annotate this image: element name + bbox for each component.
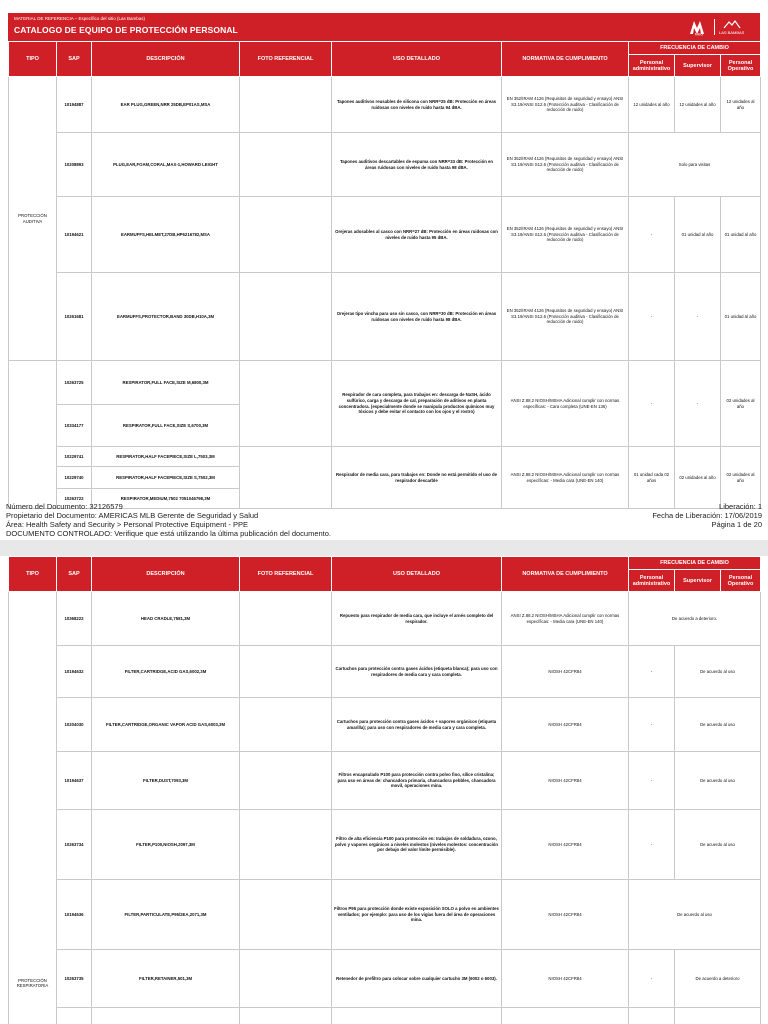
table-row bbox=[9, 592, 761, 646]
compliance-standard: ANSI Z.88.2 NIOSH/MSHA Adicional cumplir con normas específicas: - Media cara (UNE-EN 140) bbox=[502, 592, 629, 646]
item-description: RESPIRATOR,HALF FACEPIECE,SIZE S,7502,3M bbox=[92, 467, 240, 489]
sap-code: 10208893 bbox=[57, 133, 92, 197]
freq-admin: - bbox=[629, 361, 675, 447]
sap-code: 10263722 bbox=[57, 489, 92, 509]
las-bambas-logo bbox=[719, 19, 744, 35]
item-description: FILTER,DUST,7093,3M bbox=[92, 752, 240, 810]
freq-supervisor: 01 unidad al año bbox=[675, 197, 721, 273]
table-row bbox=[9, 197, 761, 273]
usage-detail: Cartuchos para protección contra gases ácidos + vapores orgánicos (etiqueta amarilla); para uso con respiradores de media cara y cara completa. bbox=[332, 698, 502, 752]
col-normativa: NORMATIVA DE CUMPLIMIENTO bbox=[502, 557, 629, 592]
item-description: FILTER,RETAINER,501,3M bbox=[92, 950, 240, 1008]
item-photo bbox=[240, 447, 332, 509]
col-personal-admin: Personal administrativo bbox=[629, 570, 675, 592]
sap-code: 10229741 bbox=[57, 447, 92, 467]
freq-admin: - bbox=[629, 810, 675, 880]
table-row bbox=[9, 698, 761, 752]
usage-detail: Tapones auditivos descartables de espuma con NRR=33 dB: Protección en áreas ruidosas con niveles de ruido hasta 98 dBA. bbox=[332, 133, 502, 197]
item-photo bbox=[240, 1008, 332, 1024]
freq-supervisor: 02 unidades al año bbox=[675, 447, 721, 509]
item-photo bbox=[240, 361, 332, 447]
item-photo bbox=[240, 810, 332, 880]
col-uso: USO DETALLADO bbox=[332, 557, 502, 592]
sap-code: 10194887 bbox=[57, 77, 92, 133]
usage-detail: Respirador de media cara, para trabajos en: Donde no está permitido el uso de respirador descarble bbox=[332, 447, 502, 509]
freq-operativo: 01 unidad al año bbox=[721, 273, 761, 361]
compliance-standard: NIOSH 42CFR84 bbox=[502, 880, 629, 950]
col-foto: FOTO REFERENCIAL bbox=[240, 557, 332, 592]
catalog-table-page-2 bbox=[8, 556, 761, 1024]
item-description bbox=[92, 1008, 240, 1024]
table-row bbox=[9, 361, 761, 405]
item-description: FILTER,CARTRIDGE,ORGANIC VAPOR ACID GAS,6003,3M bbox=[92, 698, 240, 752]
item-description: PLUG,EAR,FOAM,CORAL,MAX-1,HOWARD LEIGHT bbox=[92, 133, 240, 197]
item-description: HEAD CRADLE,7581,3M bbox=[92, 592, 240, 646]
freq-admin: 12 unidades al año bbox=[629, 77, 675, 133]
freq-sup-operativo: De acuerdo al uso bbox=[675, 698, 761, 752]
col-foto: FOTO REFERENCIAL bbox=[240, 42, 332, 77]
freq-sup-operativo bbox=[675, 1008, 761, 1024]
col-sap: SAP bbox=[57, 557, 92, 592]
compliance-standard bbox=[502, 1008, 629, 1024]
usage-detail: Filtros encapsulado P100 para protección contra polvo fino, sílice cristalina; para uso en áreas de: chancadora primaria, chancadora pebbles, chancadora movil, operaciones mina. bbox=[332, 752, 502, 810]
las-bambas-text: LAS BAMBAS bbox=[719, 30, 745, 35]
col-tipo: TIPO bbox=[9, 557, 57, 592]
compliance-standard: NIOSH 42CFR84 bbox=[502, 810, 629, 880]
document-footer bbox=[6, 502, 762, 538]
table-row bbox=[9, 646, 761, 698]
compliance-standard: EN 352/IRAM 4126 (Requisitos de seguridad y ensayo) ANSI S3.19/ANSI S12.6 (Protección auditiva - Clasificación de reducción de ruido) bbox=[502, 273, 629, 361]
freq-admin: - bbox=[629, 950, 675, 1008]
freq-operativo: 12 unidades al año bbox=[721, 77, 761, 133]
item-description: RESPIRATOR,HALF FACEPIECE,SIZE L,7503,3M bbox=[92, 447, 240, 467]
item-description: RESPIRATOR,FULL FACE,SIZE M,6800,3M bbox=[92, 361, 240, 405]
table-row bbox=[9, 447, 761, 467]
page-number: Página 1 de 20 bbox=[711, 520, 762, 529]
compliance-standard: ANSI Z.88.2 NIOSH/MSHA Adicional cumplir con normas específicas: - Media cara (UNE-EN 140) bbox=[502, 447, 629, 509]
doc-owner: Propietario del Documento: AMERICAS MLB Gerente de Seguridad y Salud bbox=[6, 511, 259, 520]
freq-sup-operativo: De acuerdo al uso bbox=[675, 752, 761, 810]
compliance-standard: EN 352/IRAM 4126 (Requisitos de seguridad y ensayo) ANSI S3.19/ANSI S12.6 (Protección auditiva - Clasificación de reducción de ruido) bbox=[502, 197, 629, 273]
usage-detail: Respirador de cara completa, para trabajos en: descarga de NaSH, ácido sulfúrico, carga y descarga de cal, preparación de aditivos en planta concentradora. (especialmente donde se manipula productos químicos muy tóxicos y debe evitar el contacto con los ojos y el rostro) bbox=[332, 361, 502, 447]
freq-admin: - bbox=[629, 197, 675, 273]
col-personal-op: Personal Operativo bbox=[721, 55, 761, 77]
freq-operativo: 01 unidad al año bbox=[721, 197, 761, 273]
usage-detail: Tapones auditivos reusables de silicona con NRR=25 dB: Protección en áreas ruidosas con niveles de ruido hasta 94 dBA. bbox=[332, 77, 502, 133]
freq-admin bbox=[629, 1008, 675, 1024]
table-row-partial bbox=[9, 1008, 761, 1024]
table-row bbox=[9, 273, 761, 361]
table-row bbox=[9, 880, 761, 950]
sap-code: 10194632 bbox=[57, 646, 92, 698]
document-header bbox=[8, 13, 760, 41]
freq-supervisor: - bbox=[675, 361, 721, 447]
doc-number: Número del Documento: 32126579 bbox=[6, 502, 123, 511]
freq-sup-operativo: De acuerdo al uso bbox=[675, 810, 761, 880]
compliance-standard: EN 352/IRAM 4126 (Requisitos de seguridad y ensayo) ANSI S3.19/ANSI S12.6 (Protección auditiva - Clasificación de reducción de ruido) bbox=[502, 133, 629, 197]
usage-detail: Orejeras adosables al casco con NRR=27 dB: Protección en áreas ruidosas con niveles de ruido hasta 95 dBA. bbox=[332, 197, 502, 273]
table-row bbox=[9, 950, 761, 1008]
mmg-logo-icon bbox=[688, 18, 710, 36]
sap-code: 10334177 bbox=[57, 405, 92, 447]
compliance-standard: EN 352/IRAM 4126 (Requisitos de seguridad y ensayo) ANSI S3.19/ANSI S12.6 (Protección auditiva - Clasificación de reducción de ruido) bbox=[502, 77, 629, 133]
col-personal-op: Personal Operativo bbox=[721, 570, 761, 592]
company-logos bbox=[688, 16, 752, 38]
table-row bbox=[9, 77, 761, 133]
sap-code: 10194621 bbox=[57, 197, 92, 273]
col-frecuencia: FRECUENCIA DE CAMBIO bbox=[629, 557, 761, 570]
item-photo bbox=[240, 646, 332, 698]
usage-detail: Retenedor de prefiltro para colocar sobre cualquier cartucho 3M (6002 o 6003). bbox=[332, 950, 502, 1008]
item-photo bbox=[240, 133, 332, 197]
usage-detail: Repuesto para respirador de media cara, que incluye el arnés completo del respirador. bbox=[332, 592, 502, 646]
controlled-notice: DOCUMENTO CONTROLADO: Verifique que está utilizando la última publicación del documento. bbox=[6, 529, 332, 538]
sap-code bbox=[57, 1008, 92, 1024]
col-supervisor: Supervisor bbox=[675, 570, 721, 592]
col-sap: SAP bbox=[57, 42, 92, 77]
freq-supervisor: 12 unidades al año bbox=[675, 77, 721, 133]
group-label-auditiva: PROTECCIÓN AUDITIVA bbox=[9, 77, 57, 361]
sap-code: 10368222 bbox=[57, 592, 92, 646]
item-description: EAR PLUG,GREEN,NRR 25DB,EP01AS,MSA bbox=[92, 77, 240, 133]
item-photo bbox=[240, 592, 332, 646]
sap-code: 10263735 bbox=[57, 950, 92, 1008]
document-subtitle: MATERIAL DE REFERENCIA – Específico del sitio (Las Bambas) bbox=[14, 16, 146, 21]
freq-admin: - bbox=[629, 646, 675, 698]
compliance-standard: ANSI Z.88.2 NIOSH/MSHA Adicional cumplir con normas específicas: - Cara completa (UNE-EN 136) bbox=[502, 361, 629, 447]
freq-sup-operativo: De acuerdo al uso bbox=[675, 646, 761, 698]
doc-area: Área: Health Safety and Security > Personal Protective Equipment - PPE bbox=[6, 520, 248, 529]
col-normativa: NORMATIVA DE CUMPLIMIENTO bbox=[502, 42, 629, 77]
item-description: FILTER,P100,NIOSH,2097,3M bbox=[92, 810, 240, 880]
freq-supervisor: - bbox=[675, 273, 721, 361]
catalog-table-page-1 bbox=[8, 41, 761, 509]
item-description: RESPIRATOR,MEDIUM,7502 7051046798,3M bbox=[92, 489, 240, 509]
document-page-2 bbox=[0, 556, 768, 1024]
item-description: RESPIRATOR,FULL FACE,SIZE S,6700,3M bbox=[92, 405, 240, 447]
freq-merged: Solo para visitas bbox=[629, 133, 761, 197]
mountain-icon bbox=[723, 19, 741, 29]
sap-code: 10194636 bbox=[57, 880, 92, 950]
freq-operativo: 02 unidades al año bbox=[721, 361, 761, 447]
liberation-number: Liberación: 1 bbox=[719, 502, 762, 511]
compliance-standard: NIOSH 42CFR84 bbox=[502, 698, 629, 752]
sap-code: 10263725 bbox=[57, 361, 92, 405]
sap-code: 10263734 bbox=[57, 810, 92, 880]
freq-merged: De acuerdo al uso bbox=[629, 880, 761, 950]
usage-detail: Filtro de alta eficiencia P100 para protección en: trabajos de soldadura, ozono, polvo y vapores orgánicos a niveles molestos (niveles molestos: concentración por debajo del valor límite permisible). bbox=[332, 810, 502, 880]
item-description: EARMUFFS,HELMET,27DB,HP6216782,MSA bbox=[92, 197, 240, 273]
group-label-respiratoria-continued bbox=[9, 361, 57, 509]
freq-admin: - bbox=[629, 273, 675, 361]
release-date: Fecha de Liberación: 17/06/2019 bbox=[652, 511, 762, 520]
item-photo bbox=[240, 880, 332, 950]
item-photo bbox=[240, 197, 332, 273]
table-row bbox=[9, 752, 761, 810]
col-descripcion: DESCRIPCIÓN bbox=[92, 42, 240, 77]
item-photo bbox=[240, 273, 332, 361]
table-row bbox=[9, 810, 761, 880]
freq-merged: De acuerdo a deterioro. bbox=[629, 592, 761, 646]
item-photo bbox=[240, 698, 332, 752]
freq-sup-operativo: De acuerdo a deterioro bbox=[675, 950, 761, 1008]
compliance-standard: NIOSH 42CFR84 bbox=[502, 646, 629, 698]
col-uso: USO DETALLADO bbox=[332, 42, 502, 77]
usage-detail: Cartuchos para protección contra gases ácidos (etiqueta blanca); para uso con respiradores de media cara y cara completa. bbox=[332, 646, 502, 698]
item-description: EARMUFFS,PROTECTOR,BAND 30DB,H10A,3M bbox=[92, 273, 240, 361]
compliance-standard: NIOSH 42CFR84 bbox=[502, 950, 629, 1008]
item-photo bbox=[240, 77, 332, 133]
col-supervisor: Supervisor bbox=[675, 55, 721, 77]
mmg-logo-text: MMG bbox=[694, 32, 704, 36]
freq-admin: 01 unidad cada 02 años bbox=[629, 447, 675, 509]
col-personal-admin: Personal administrativo bbox=[629, 55, 675, 77]
item-description: FILTER,CARTRIDGE,ACID GAS,6002,3M bbox=[92, 646, 240, 698]
group-label-respiratoria: PROTECCIÓN RESPIRATORIA bbox=[9, 592, 57, 1024]
usage-detail bbox=[332, 1008, 502, 1024]
compliance-standard: NIOSH 42CFR84 bbox=[502, 752, 629, 810]
freq-admin: - bbox=[629, 752, 675, 810]
col-frecuencia: FRECUENCIA DE CAMBIO bbox=[629, 42, 761, 55]
item-photo bbox=[240, 752, 332, 810]
col-tipo: TIPO bbox=[9, 42, 57, 77]
col-descripcion: DESCRIPCIÓN bbox=[92, 557, 240, 592]
sap-code: 10229740 bbox=[57, 467, 92, 489]
usage-detail: Filtros P95 para protección donde existe exposición SOLO a polvo en ambientes ventilados; por ejemplo: para uso de los vigías fuera del área de operaciones mina. bbox=[332, 880, 502, 950]
table-row bbox=[9, 133, 761, 197]
freq-operativo: 02 unidades al año bbox=[721, 447, 761, 509]
item-photo bbox=[240, 950, 332, 1008]
sap-code: 10261681 bbox=[57, 273, 92, 361]
sap-code: 10204030 bbox=[57, 698, 92, 752]
usage-detail: Orejeras tipo vincha para uso sin casco, con NRR=30 dB: Protección en áreas ruidosas con niveles de ruido hasta 98 dBA. bbox=[332, 273, 502, 361]
sap-code: 10194637 bbox=[57, 752, 92, 810]
item-description: FILTER,PARTICULATE,P95/2EA,2071,3M bbox=[92, 880, 240, 950]
freq-admin: - bbox=[629, 698, 675, 752]
document-title: CATALOGO DE EQUIPO DE PROTECCIÓN PERSONAL bbox=[14, 25, 238, 35]
